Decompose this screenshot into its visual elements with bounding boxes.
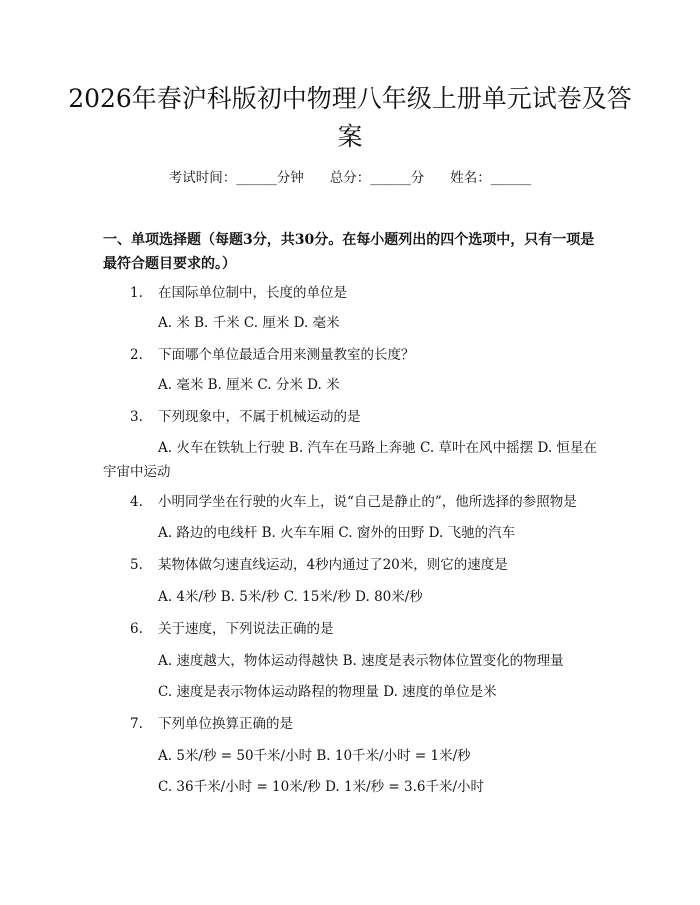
question-item [130,617,610,641]
question-options: A. 米 B. 千米 C. 厘米 D. 毫米 [158,315,340,331]
question-text: 关于速度，下列说法正确的是 [158,621,334,637]
question-number: 6. [130,621,143,637]
question-text: 下面哪个单位最适合用来测量教室的长度？ [158,347,415,363]
total-score-field: 总分：______分 [329,170,425,186]
exam-info-line [0,168,700,188]
question-item [130,553,610,577]
question-number: 1. [130,285,143,301]
question-item [130,343,610,367]
question-number: 3. [130,409,143,425]
question-text: 下列现象中，不属于机械运动的是 [158,409,361,425]
question-item [130,490,610,514]
question-options: A. 速度越大，物体运动得越快 B. 速度是表示物体位置变化的物理量 [158,653,564,669]
question-item [130,405,610,429]
question-number: 4. [130,494,143,510]
question-item [130,281,610,305]
section-heading-single-choice: 一、单项选择题（每题3分，共30分。在每小题列出的四个选项中，只有一项是最符合题目要求的。） [103,232,595,272]
question-options: C. 36千米/小时 = 10米/秒 D. 1米/秒 = 3.6千米/小时 [158,779,485,795]
question-options: A. 毫米 B. 厘米 C. 分米 D. 米 [158,377,340,393]
question-options: A. 5米/秒 = 50千米/小时 B. 10千米/小时 = 1米/秒 [158,748,471,764]
question-options: A. 火车在铁轨上行驶 B. 汽车在马路上奔驰 C. 草叶在风中摇摆 D. 恒星在宇宙中运动 [103,440,597,480]
question-number: 5. [130,557,143,573]
page-title: 2026年春沪科版初中物理八年级上册单元试卷及答案 [68,84,632,151]
question-options: A. 路边的电线杆 B. 火车车厢 C. 窗外的田野 D. 飞驰的汽车 [158,525,516,541]
question-options: A. 4米/秒 B. 5米/秒 C. 15米/秒 D. 80米/秒 [158,589,423,605]
question-number: 2. [130,347,143,363]
question-text: 某物体做匀速直线运动，4秒内通过了20米，则它的速度是 [158,557,508,573]
student-name-field: 姓名：______ [450,170,532,186]
question-text: 在国际单位制中，长度的单位是 [158,285,347,301]
question-options: C. 速度是表示物体运动路程的物理量 D. 速度的单位是米 [158,684,497,700]
question-text: 小明同学坐在行驶的火车上，说“自己是静止的”，他所选择的参照物是 [158,494,577,510]
question-text: 下列单位换算正确的是 [158,716,293,732]
question-item [130,712,610,736]
question-number: 7. [130,716,143,732]
exam-time-field: 考试时间：______分钟 [168,170,304,186]
